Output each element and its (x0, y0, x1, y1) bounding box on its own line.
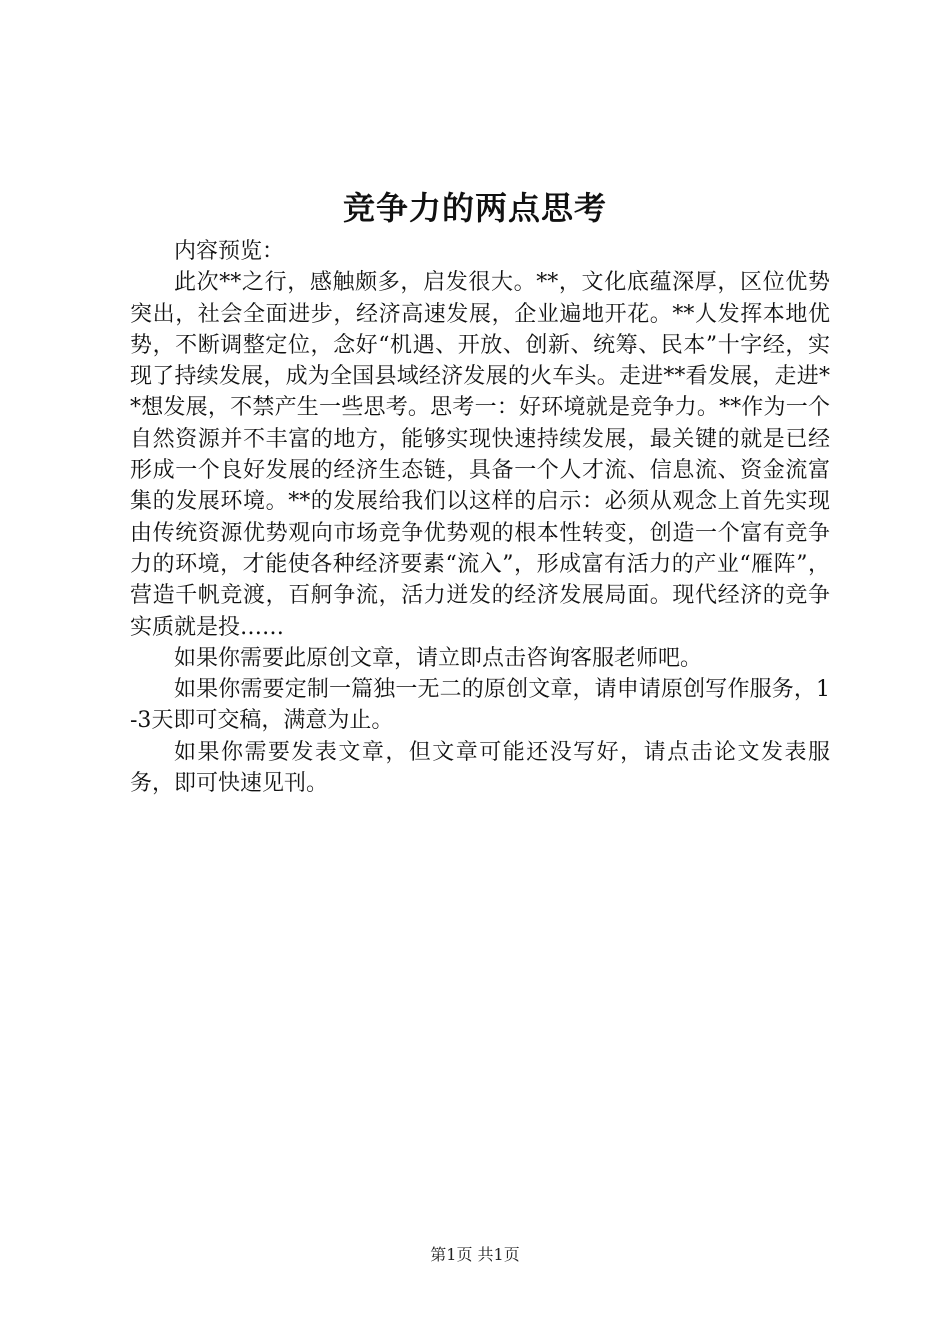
document-body (130, 236, 830, 799)
preview-paragraph: 此次**之行，感触颇多，启发很大。**，文化底蕴深厚，区位优势突出，社会全面进步，经济高速发展，企业遍地开花。**人发挥本地优势，不断调整定位，念好“机遇、开放、创新、统筹、民本”十字经，实现了持续发展，成为全国县域经济发展的火车头。走进**看发展，走进**想发展，不禁产生一些思考。思考一：好环境就是竞争力。**作为一个自然资源并不丰富的地方，能够实现快速持续发展，最关键的就是已经形成一个良好发展的经济生态链，具备一个人才流、信息流、资金流富集的发展环境。**的发展给我们以这样的启示：必须从观念上首先实现由传统资源优势观向市场竞争优势观的根本性转变，创造一个富有竞争力的环境，才能使各种经济要素“流入”，形成富有活力的产业“雁阵”，营造千帆竞渡，百舸争流，活力迸发的经济发展局面。现代经济的竞争实质就是投…… (130, 270, 830, 640)
preview-label: 内容预览： (174, 239, 285, 264)
custom-writing-paragraph: 如果你需要定制一篇独一无二的原创文章，请申请原创写作服务，1-3天即可交稿，满意为止。 (130, 677, 830, 734)
consult-paragraph: 如果你需要此原创文章，请立即点击咨询客服老师吧。 (174, 645, 703, 671)
document-title: 竞争力的两点思考 (342, 189, 607, 227)
page-number-footer: 第1页 共1页 (430, 1245, 520, 1264)
publish-paragraph: 如果你需要发表文章，但文章可能还没写好，请点击论文发表服务，即可快速见刊。 (130, 739, 830, 797)
